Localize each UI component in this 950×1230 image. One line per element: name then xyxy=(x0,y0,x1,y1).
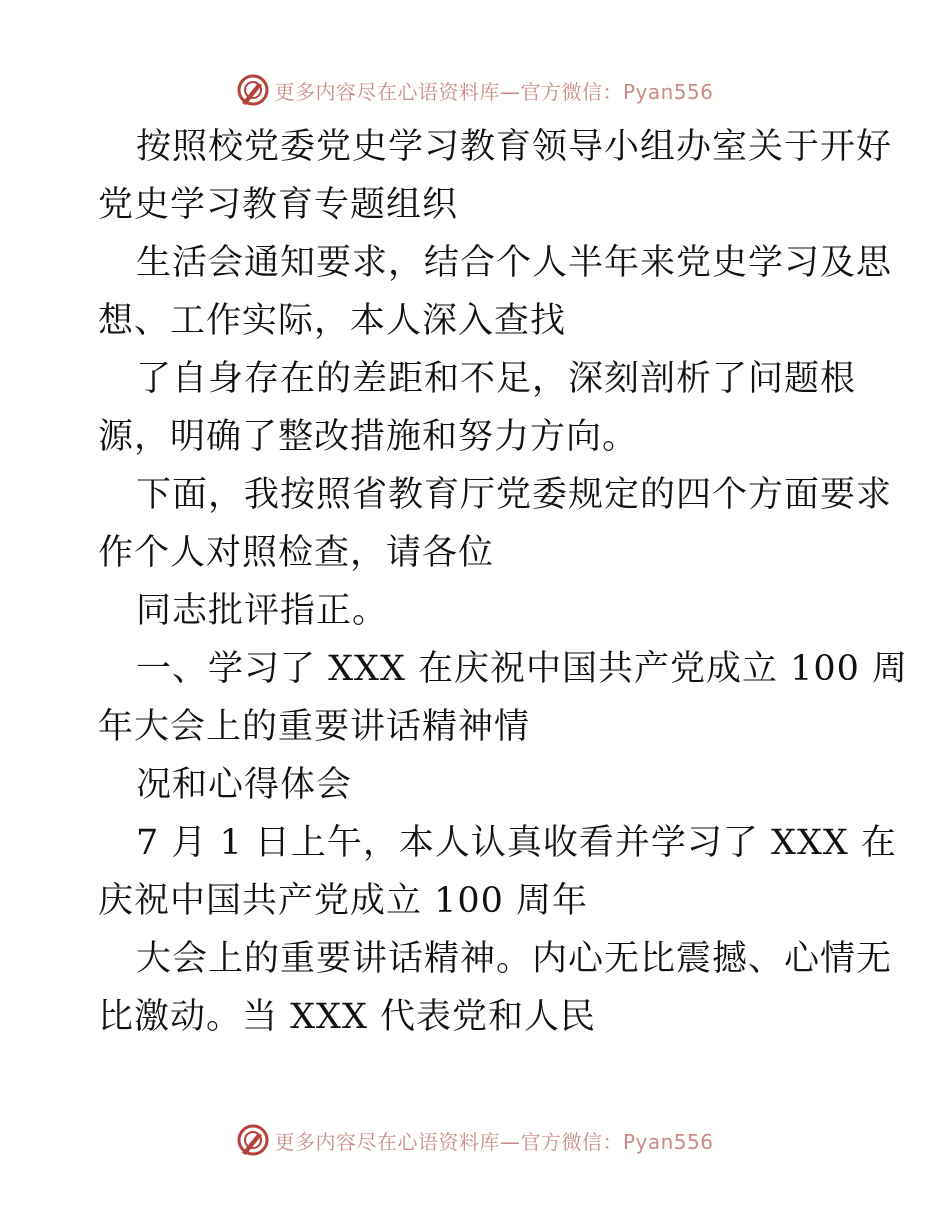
header-watermark xyxy=(0,70,950,110)
text-line: 作个人对照检查，请各位 xyxy=(98,533,495,573)
text-line: 庆祝中国共产党成立 100 周年 xyxy=(98,881,589,921)
text-line: 党史学习教育专题组织 xyxy=(98,185,459,225)
text-line: 比激动。当 XXX 代表党和人民 xyxy=(98,997,597,1037)
watermark-text: 更多内容尽在心语资料库—官方微信：Pyan556 xyxy=(274,1129,714,1154)
text-line: 下面，我按照省教育厅党委规定的四个方面要求 xyxy=(136,475,893,515)
text-line: 大会上的重要讲话精神。内心无比震撼、心情无 xyxy=(136,939,893,979)
pen-logo-icon xyxy=(236,73,270,107)
text-line: 源，明确了整改措施和努力方向。 xyxy=(98,417,639,457)
text-line: 了自身存在的差距和不足，深刻剖析了问题根 xyxy=(136,359,857,399)
text-line: 同志批评指正。 xyxy=(136,591,389,631)
text-line: 想、工作实际，本人深入查找 xyxy=(98,301,567,341)
footer-watermark xyxy=(0,1120,950,1160)
document-body xyxy=(98,118,909,1046)
text-line: 7 月 1 日上午，本人认真收看并学习了 XXX 在 xyxy=(136,823,897,863)
pen-logo-icon xyxy=(236,1123,270,1157)
text-line: 年大会上的重要讲话精神情 xyxy=(98,707,531,747)
text-line: 况和心得体会 xyxy=(136,765,353,805)
watermark-text: 更多内容尽在心语资料库—官方微信：Pyan556 xyxy=(274,79,714,104)
text-line: 生活会通知要求，结合个人半年来党史学习及思 xyxy=(136,243,893,283)
text-line: 一、学习了 XXX 在庆祝中国共产党成立 100 周 xyxy=(136,649,909,689)
text-line: 按照校党委党史学习教育领导小组办室关于开好 xyxy=(136,127,893,167)
